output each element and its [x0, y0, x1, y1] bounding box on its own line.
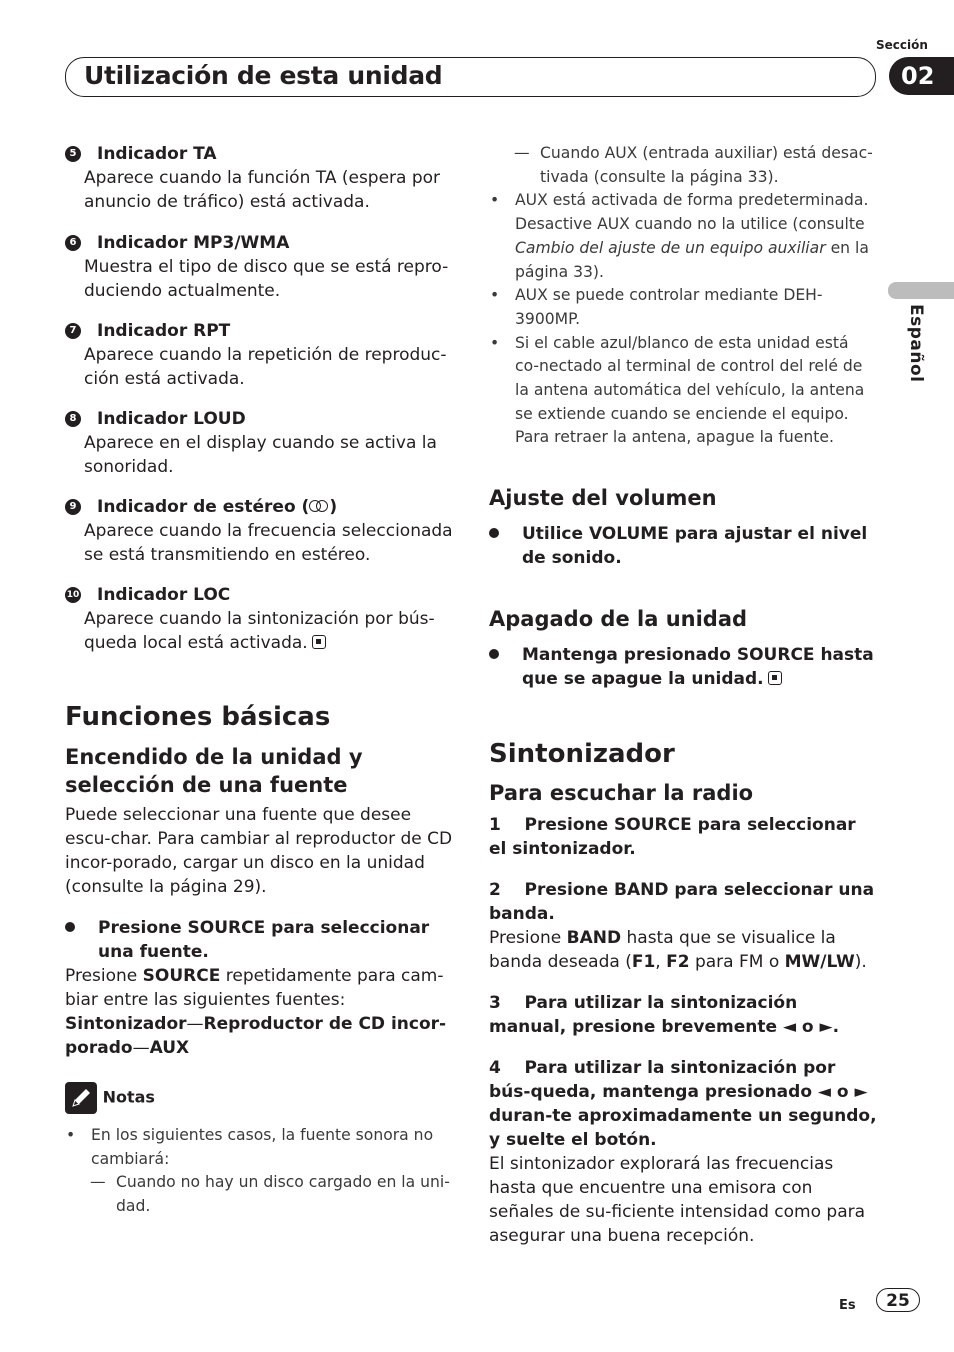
right-column: [489, 142, 883, 1248]
notes-list: [65, 1124, 455, 1219]
subheading-encendido: Encendido de la unidad y selección de una fuente: [65, 745, 363, 797]
section-label: Sección: [876, 38, 928, 52]
indicator-stereo: [65, 495, 455, 567]
intro-paragraph: Puede seleccionar una fuente que desee escu-char. Para cambiar al reproductor de CD incor-porado, cargar un disco en la unidad (consulte la página 29).: [65, 805, 453, 897]
pencil-icon: [65, 1082, 97, 1114]
indicator-text: Aparece cuando la función TA (espera por anuncio de tráfico) está activada.: [84, 168, 441, 212]
page-title: Utilización de esta unidad: [84, 61, 443, 90]
indicator-title: Indicador TA: [97, 144, 217, 164]
indicator-text: Aparece en el display cuando se activa la sonoridad.: [84, 433, 437, 477]
indicator-title: Indicador MP3/WMA: [97, 233, 290, 253]
stereo-icon: [309, 500, 329, 513]
number-badge: 10: [65, 587, 81, 603]
source-sequence: Sintonizador—Reproductor de CD incor-porado—AUX: [65, 1014, 447, 1058]
language-label: Español: [906, 304, 926, 383]
section-number: 02: [889, 57, 954, 95]
list-item: — Cuando AUX (entrada auxiliar) está desac-tivada (consulte la página 33).: [514, 144, 873, 186]
list-item: • En los siguientes casos, la fuente sonora no cambiará:: [66, 1126, 434, 1168]
indicator-title: Indicador LOUD: [97, 409, 246, 429]
instruction-bullet: Utilice VOLUME para ajustar el nivel de sonido.: [522, 524, 868, 569]
indicator-title-end: ): [329, 497, 338, 517]
indicator-text: Aparece cuando la frecuencia seleccionada se está transmitiendo en estéreo.: [84, 521, 453, 565]
list-item: • Si el cable azul/blanco de esta unidad está co-nectado al terminal de control del relé de la antena automática del vehículo, la antena se extiende cuando se enciende el equipo. Para retraer la antena, apague la fuente.: [490, 333, 865, 447]
indicator-text: Aparece cuando la repetición de reproduc-ción está activada.: [84, 345, 447, 389]
bullet-dot-icon: [65, 922, 75, 932]
subheading-apagado: Apagado de la unidad: [489, 607, 748, 632]
indicator-loc: [65, 583, 455, 655]
end-mark-icon: [312, 635, 326, 649]
number-badge: 8: [65, 411, 81, 427]
subheading-radio: Para escuchar la radio: [489, 781, 754, 806]
page-number: 25: [876, 1288, 920, 1312]
indicator-title: Indicador RPT: [97, 321, 231, 341]
indicator-rpt: [65, 319, 455, 391]
indicator-mp3-wma: [65, 231, 455, 303]
section-heading-funciones: Funciones básicas: [65, 702, 331, 732]
number-badge: 6: [65, 235, 81, 251]
indicator-text: Aparece cuando la sintonización por bús-queda local está activada.: [84, 609, 435, 653]
number-badge: 7: [65, 323, 81, 339]
notes-header: [65, 1082, 455, 1114]
indicator-text: Muestra el tipo de disco que se está repro-duciendo actualmente.: [84, 257, 449, 301]
step-4-body: El sintonizador explorará las frecuencias hasta que encuentre una emisora con señales de su-ficiente intensidad como para asegurar una buena recepción.: [489, 1154, 866, 1247]
list-item: • AUX se puede controlar mediante DEH-3900MP.: [490, 286, 823, 328]
step-1: 1 Presione SOURCE para seleccionar el sintonizador.: [489, 815, 862, 860]
number-badge: 9: [65, 499, 81, 515]
step-2-body: Presione BAND hasta que se visualice la banda deseada (F1, F2 para FM o MW/LW).: [489, 928, 867, 973]
notes-title: Notas: [102, 1087, 155, 1107]
end-mark-icon: [768, 671, 782, 685]
language-tab-bar: [888, 282, 954, 299]
step-4: 4 Para utilizar la sintonización por bús-queda, mantenga presionado ◄ o ► duran-te aproximadamente un segundo, y suelte el botón.: [489, 1058, 883, 1151]
indicator-ta: [65, 142, 455, 214]
subheading-volumen: Ajuste del volumen: [489, 486, 717, 511]
bullet-dot-icon: [489, 528, 499, 538]
notes-list-continued: [489, 142, 877, 450]
instruction-bullet: Mantenga presionado SOURCE hasta que se apague la unidad.: [522, 645, 874, 690]
list-item: • AUX está activada de forma predeterminada. Desactive AUX cuando no la utilice (consulte Cambio del ajuste de un equipo auxiliar en la página 33).: [490, 191, 869, 281]
list-item: — Cuando no hay un disco cargado en la uni-dad.: [90, 1173, 450, 1216]
instruction-bullet: Presione SOURCE para seleccionar una fuente.: [98, 918, 430, 962]
indicator-title: Indicador de estéreo (: [97, 497, 310, 517]
step-3: 3 Para utilizar la sintonización manual, presione brevemente ◄ o ►.: [489, 993, 840, 1038]
section-heading-sintonizador: Sintonizador: [489, 739, 675, 770]
indicator-loud: [65, 407, 455, 479]
footer-language: Es: [839, 1298, 856, 1313]
indicator-title: Indicador LOC: [97, 585, 231, 605]
step-2: 2 Presione BAND para seleccionar una banda.: [489, 880, 880, 925]
number-badge: 5: [65, 146, 81, 162]
left-column: [65, 142, 455, 1219]
press-source-text: Presione SOURCE repetidamente para cam-biar entre las siguientes fuentes:: [65, 966, 444, 1010]
bullet-dot-icon: [489, 649, 499, 659]
